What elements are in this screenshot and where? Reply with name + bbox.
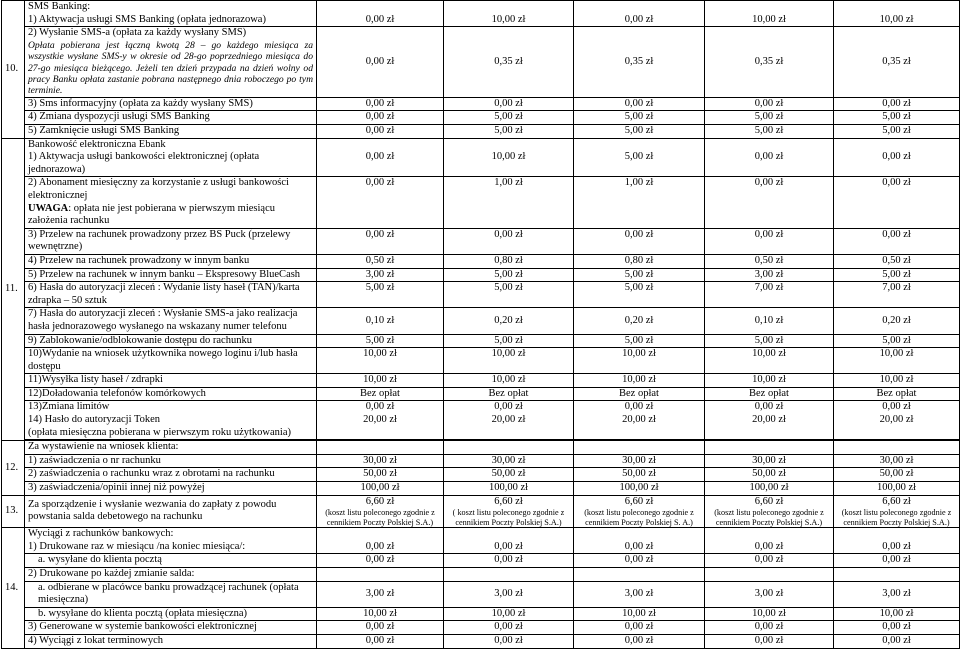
fee-value: 10,00 zł bbox=[317, 348, 444, 374]
fee-value: 10,00 zł bbox=[574, 374, 705, 388]
fee-value: 0,00 zł 20,00 zł bbox=[317, 401, 444, 440]
fee-value: 0,00 zł bbox=[705, 228, 834, 254]
fee-value: 10,00 zł bbox=[444, 138, 574, 177]
fee-value: 0,00 zł bbox=[317, 177, 444, 228]
row-label: 11)Wysyłka listy haseł / zdrapki bbox=[25, 374, 317, 388]
fee-value: 5,00 zł bbox=[574, 334, 705, 348]
fee-value: 5,00 zł bbox=[574, 282, 705, 308]
fee-value: 50,00 zł bbox=[834, 468, 960, 482]
row-label: Bankowość elektroniczna Ebank 1) Aktywacja usługi bankowości elektronicznej (opłata jednorazowa) bbox=[25, 138, 317, 177]
table-row bbox=[2, 554, 960, 568]
fee-value: 10,00 zł bbox=[705, 1, 834, 27]
fee-value: 5,00 zł bbox=[834, 125, 960, 139]
fee-value: 0,00 zł bbox=[705, 634, 834, 648]
fee-value: 0,00 zł bbox=[834, 621, 960, 635]
fee-value: 0,00 zł 20,00 zł bbox=[444, 401, 574, 440]
fee-value: 5,00 zł bbox=[444, 268, 574, 282]
row-number: 11. bbox=[2, 138, 25, 441]
fee-value: 0,00 zł bbox=[317, 554, 444, 568]
fee-value: 0,35 zł bbox=[444, 27, 574, 98]
table-row bbox=[2, 621, 960, 635]
fee-value: 0,00 zł bbox=[444, 634, 574, 648]
fee-value: 1,00 zł bbox=[574, 177, 705, 228]
table-row bbox=[2, 454, 960, 468]
fee-value: 6,60 zł ( koszt listu poleconego zgodnie z cennikiem Poczty Polskiej S.A.) bbox=[444, 495, 574, 528]
fee-value: 6,60 zł (koszt listu poleconego zgodnie z cennikiem Poczty Polskiej S.A.) bbox=[834, 495, 960, 528]
fee-value: 5,00 zł bbox=[705, 334, 834, 348]
fee-value: 0,00 zł bbox=[834, 634, 960, 648]
fee-value: 0,00 zł bbox=[834, 138, 960, 177]
fee-value: 5,00 zł bbox=[444, 334, 574, 348]
fee-value: 0,00 zł bbox=[317, 27, 444, 98]
fee-value: 0,00 zł bbox=[574, 621, 705, 635]
table-row bbox=[2, 334, 960, 348]
fee-value: 10,00 zł bbox=[444, 607, 574, 621]
fee-value: 30,00 zł bbox=[317, 454, 444, 468]
fee-value: 0,00 zł bbox=[574, 1, 705, 27]
fee-value: 50,00 zł bbox=[705, 468, 834, 482]
fee-value: 0,00 zł bbox=[834, 177, 960, 228]
fee-value: 0,20 zł bbox=[444, 308, 574, 334]
fee-value: 1,00 zł bbox=[444, 177, 574, 228]
fee-value: Bez opłat bbox=[705, 387, 834, 401]
fee-value: Bez opłat bbox=[444, 387, 574, 401]
fee-value: 10,00 zł bbox=[317, 374, 444, 388]
row-label: 5) Przelew na rachunek w innym banku – Ekspresowy BlueCash bbox=[25, 268, 317, 282]
fee-value: 0,00 zł bbox=[705, 138, 834, 177]
fee-value: 0,00 zł bbox=[705, 621, 834, 635]
fee-value: 0,00 zł bbox=[444, 228, 574, 254]
fee-table bbox=[1, 0, 960, 649]
fee-value: 100,00 zł bbox=[444, 482, 574, 496]
fee-value: 0,00 zł bbox=[444, 97, 574, 111]
row-number: 12. bbox=[2, 441, 25, 495]
table-row bbox=[2, 348, 960, 374]
row-label: 3) Generowane w systemie bankowości elektronicznej bbox=[25, 621, 317, 635]
table-row bbox=[2, 125, 960, 139]
fee-value: 5,00 zł bbox=[834, 268, 960, 282]
fee-value: 0,00 zł bbox=[574, 554, 705, 568]
fee-value: 100,00 zł bbox=[705, 482, 834, 496]
fee-value: 10,00 zł bbox=[317, 607, 444, 621]
fee-value: 30,00 zł bbox=[574, 454, 705, 468]
fee-value: 5,00 zł bbox=[834, 334, 960, 348]
fee-value: 5,00 zł bbox=[444, 125, 574, 139]
fee-value: 0,00 zł bbox=[574, 228, 705, 254]
row-label: Za wystawienie na wniosek klienta: bbox=[25, 441, 317, 455]
fee-value: 6,60 zł (koszt listu poleconego zgodnie z cennikiem Poczty Polskiej S.A.) bbox=[705, 495, 834, 528]
fee-value: 5,00 zł bbox=[705, 111, 834, 125]
row-label: 1) zaświadczenia o nr rachunku bbox=[25, 454, 317, 468]
row-label: 3) zaświadczenia/opinii innej niż powyżej bbox=[25, 482, 317, 496]
row-label: 2) Drukowane po każdej zmianie salda: bbox=[25, 568, 317, 582]
table-row bbox=[2, 228, 960, 254]
row-label: 13)Zmiana limitów 14) Hasło do autoryzacji Token (opłata miesięczna pobierana w pierwszym roku użytkowania) bbox=[25, 401, 317, 440]
fee-value: 3,00 zł bbox=[317, 268, 444, 282]
fee-value: 5,00 zł bbox=[574, 138, 705, 177]
fee-value: 6,60 zł (koszt listu poleconego zgodnie z cennikiem Poczty Polskiej S.A.) bbox=[317, 495, 444, 528]
row-label: 4) Wyciągi z lokat terminowych bbox=[25, 634, 317, 648]
fee-value: 0,00 zł 20,00 zł bbox=[574, 401, 705, 440]
fee-value: 10,00 zł bbox=[834, 607, 960, 621]
fee-value: 0,10 zł bbox=[705, 308, 834, 334]
table-row bbox=[2, 568, 960, 582]
fee-value: 10,00 zł bbox=[574, 348, 705, 374]
fee-value: 50,00 zł bbox=[574, 468, 705, 482]
fee-note: Opłata pobierana jest łączną kwotą 28 – go każdego miesiąca za wszystkie wysłane SMS-y w okresie od 28-go poprzedniego miesiąca do 27-go miesiąca bieżącego. Jeżeli ten dzień przypada na dzień wolny od pracy Banku opłata zastanie pobrana następnego dnia roboczego po tym terminie. bbox=[28, 39, 313, 97]
row-label: 3) Sms informacyjny (opłata za każdy wysłany SMS) bbox=[25, 97, 317, 111]
fee-value: 5,00 zł bbox=[574, 125, 705, 139]
table-row bbox=[2, 374, 960, 388]
row-label: 4) Zmiana dyspozycji usługi SMS Banking bbox=[25, 111, 317, 125]
fee-value: 30,00 zł bbox=[834, 454, 960, 468]
fee-value: 0,00 zł bbox=[574, 634, 705, 648]
row-label: 3) Przelew na rachunek prowadzony przez BS Puck (przelewy wewnętrzne) bbox=[25, 228, 317, 254]
fee-value: 0,80 zł bbox=[574, 254, 705, 268]
fee-value: 30,00 zł bbox=[705, 454, 834, 468]
row-label: SMS Banking: 1) Aktywacja usługi SMS Banking (opłata jednorazowa) bbox=[25, 1, 317, 27]
fee-value: 0,00 zł bbox=[317, 1, 444, 27]
row-label: b. wysyłane do klienta pocztą (opłata miesięczna) bbox=[25, 607, 317, 621]
table-row bbox=[2, 468, 960, 482]
fee-value: 0,20 zł bbox=[834, 308, 960, 334]
fee-value: 100,00 zł bbox=[317, 482, 444, 496]
fee-value: 0,10 zł bbox=[317, 308, 444, 334]
fee-value: 0,00 zł bbox=[834, 528, 960, 554]
table-row bbox=[2, 254, 960, 268]
fee-value: 0,00 zł bbox=[317, 228, 444, 254]
fee-value: 0,20 zł bbox=[574, 308, 705, 334]
fee-value: 0,00 zł bbox=[834, 228, 960, 254]
fee-value: 0,00 zł bbox=[317, 97, 444, 111]
fee-value: 0,00 zł bbox=[444, 621, 574, 635]
fee-value: 5,00 zł bbox=[705, 125, 834, 139]
fee-value: 3,00 zł bbox=[317, 581, 444, 607]
table-row bbox=[2, 27, 960, 98]
fee-value: 0,00 zł bbox=[834, 97, 960, 111]
table-row bbox=[2, 528, 960, 554]
fee-value: 100,00 zł bbox=[834, 482, 960, 496]
fee-value: 10,00 zł bbox=[834, 1, 960, 27]
fee-value: 0,50 zł bbox=[705, 254, 834, 268]
table-row bbox=[2, 607, 960, 621]
fee-value: 5,00 zł bbox=[444, 282, 574, 308]
fee-value: 0,00 zł bbox=[574, 528, 705, 554]
table-row bbox=[2, 308, 960, 334]
row-number: 13. bbox=[2, 495, 25, 528]
fee-value: 3,00 zł bbox=[705, 581, 834, 607]
row-label: 7) Hasła do autoryzacji zleceń : Wysłanie SMS-a jako realizacja hasła jednorazowego wysłanego na wskazany numer telefonu bbox=[25, 308, 317, 334]
fee-value: 10,00 zł bbox=[705, 374, 834, 388]
fee-value: 10,00 zł bbox=[834, 374, 960, 388]
fee-value: 50,00 zł bbox=[317, 468, 444, 482]
fee-value: 0,00 zł bbox=[317, 138, 444, 177]
table-row bbox=[2, 634, 960, 648]
fee-value: 5,00 zł bbox=[444, 111, 574, 125]
fee-value: 5,00 zł bbox=[317, 282, 444, 308]
fee-value: 10,00 zł bbox=[574, 607, 705, 621]
table-row bbox=[2, 138, 960, 177]
table-row bbox=[2, 177, 960, 228]
fee-value: 0,00 zł bbox=[705, 554, 834, 568]
fee-value: 0,00 zł bbox=[317, 111, 444, 125]
fee-value: 10,00 zł bbox=[705, 607, 834, 621]
fee-value: 30,00 zł bbox=[444, 454, 574, 468]
table-row bbox=[2, 111, 960, 125]
fee-value: 0,00 zł bbox=[705, 97, 834, 111]
fee-value: 10,00 zł bbox=[444, 374, 574, 388]
fee-value: 10,00 zł bbox=[834, 348, 960, 374]
fee-value: 3,00 zł bbox=[444, 581, 574, 607]
fee-value: 3,00 zł bbox=[574, 581, 705, 607]
row-label: 6) Hasła do autoryzacji zleceń : Wydanie listy haseł (TAN)/karta zdrapka – 50 sztuk bbox=[25, 282, 317, 308]
fee-value: 0,00 zł bbox=[705, 177, 834, 228]
fee-value: Bez opłat bbox=[834, 387, 960, 401]
fee-value: 5,00 zł bbox=[834, 111, 960, 125]
fee-value: 10,00 zł bbox=[444, 1, 574, 27]
row-label: 10)Wydanie na wniosek użytkownika nowego loginu i/lub hasła dostępu bbox=[25, 348, 317, 374]
row-label: 9) Zablokowanie/odblokowanie dostępu do rachunku bbox=[25, 334, 317, 348]
table-row bbox=[2, 401, 960, 440]
fee-value: 0,35 zł bbox=[705, 27, 834, 98]
table-row bbox=[2, 97, 960, 111]
row-label: Wyciągi z rachunków bankowych: 1) Drukowane raz w miesiącu /na koniec miesiąca/: bbox=[25, 528, 317, 554]
fee-value: 100,00 zł bbox=[574, 482, 705, 496]
fee-value: 3,00 zł bbox=[705, 268, 834, 282]
table-row bbox=[2, 495, 960, 528]
fee-value: 7,00 zł bbox=[834, 282, 960, 308]
table-row bbox=[2, 282, 960, 308]
fee-value: 0,00 zł bbox=[317, 125, 444, 139]
row-label: 2) zaświadczenia o rachunku wraz z obrotami na rachunku bbox=[25, 468, 317, 482]
row-label: 2) Wysłanie SMS-a (opłata za każdy wysłany SMS) Opłata pobierana jest łączną kwotą 28 – go każdego miesiąca za wszystkie wysłane SMS-y w okresie od 28-go poprzedniego miesiąca do 27-go miesiąca bieżącego. Jeżeli ten dzień przypada na dzień wolny od pracy Banku opłata zastanie pobrana następnego dnia roboczego po tym terminie. bbox=[25, 27, 317, 98]
fee-value: 0,00 zł bbox=[444, 554, 574, 568]
fee-value: 0,00 zł bbox=[574, 97, 705, 111]
table-row bbox=[2, 1, 960, 27]
fee-value: 0,35 zł bbox=[834, 27, 960, 98]
fee-value: 5,00 zł bbox=[574, 111, 705, 125]
row-number: 14. bbox=[2, 528, 25, 649]
fee-value: 3,00 zł bbox=[834, 581, 960, 607]
fee-value: 0,00 zł bbox=[317, 528, 444, 554]
fee-value: 6,60 zł (koszt listu poleconego zgodnie z cennikiem Poczty Polskiej S. A.) bbox=[574, 495, 705, 528]
fee-value: 0,00 zł bbox=[834, 554, 960, 568]
row-label: 4) Przelew na rachunek prowadzony w innym banku bbox=[25, 254, 317, 268]
row-number: 10. bbox=[2, 1, 25, 139]
fee-value: 0,00 zł bbox=[444, 528, 574, 554]
table-row bbox=[2, 441, 960, 455]
fee-value: 0,80 zł bbox=[444, 254, 574, 268]
table-row bbox=[2, 387, 960, 401]
fee-value: 10,00 zł bbox=[705, 348, 834, 374]
fee-value: 0,50 zł bbox=[834, 254, 960, 268]
fee-value: 5,00 zł bbox=[574, 268, 705, 282]
table-row bbox=[2, 581, 960, 607]
row-label: Za sporządzenie i wysłanie wezwania do zapłaty z powodu powstania salda debetowego na rachunku bbox=[25, 495, 317, 528]
row-label: a. wysyłane do klienta pocztą bbox=[25, 554, 317, 568]
fee-value: 0,00 zł bbox=[317, 634, 444, 648]
table-row bbox=[2, 268, 960, 282]
table-row bbox=[2, 482, 960, 496]
fee-value: 0,50 zł bbox=[317, 254, 444, 268]
fee-value: Bez opłat bbox=[317, 387, 444, 401]
fee-value: 5,00 zł bbox=[317, 334, 444, 348]
fee-value: 7,00 zł bbox=[705, 282, 834, 308]
row-label: 2) Abonament miesięczny za korzystanie z usługi bankowości elektronicznej UWAGA: opłata nie jest pobierana w pierwszym miesiącu założenia rachunku bbox=[25, 177, 317, 228]
fee-value: 0,00 zł 20,00 zł bbox=[834, 401, 960, 440]
fee-value: 50,00 zł bbox=[444, 468, 574, 482]
fee-value: 0,00 zł bbox=[317, 621, 444, 635]
fee-value: 10,00 zł bbox=[444, 348, 574, 374]
row-label: 12)Doładowania telefonów komórkowych bbox=[25, 387, 317, 401]
fee-value: Bez opłat bbox=[574, 387, 705, 401]
row-label: a. odbierane w placówce banku prowadzącej rachunek (opłata miesięczna) bbox=[25, 581, 317, 607]
fee-value: 0,00 zł bbox=[705, 528, 834, 554]
row-label: 5) Zamknięcie usługi SMS Banking bbox=[25, 125, 317, 139]
fee-value: 0,00 zł 20,00 zł bbox=[705, 401, 834, 440]
fee-value: 0,35 zł bbox=[574, 27, 705, 98]
